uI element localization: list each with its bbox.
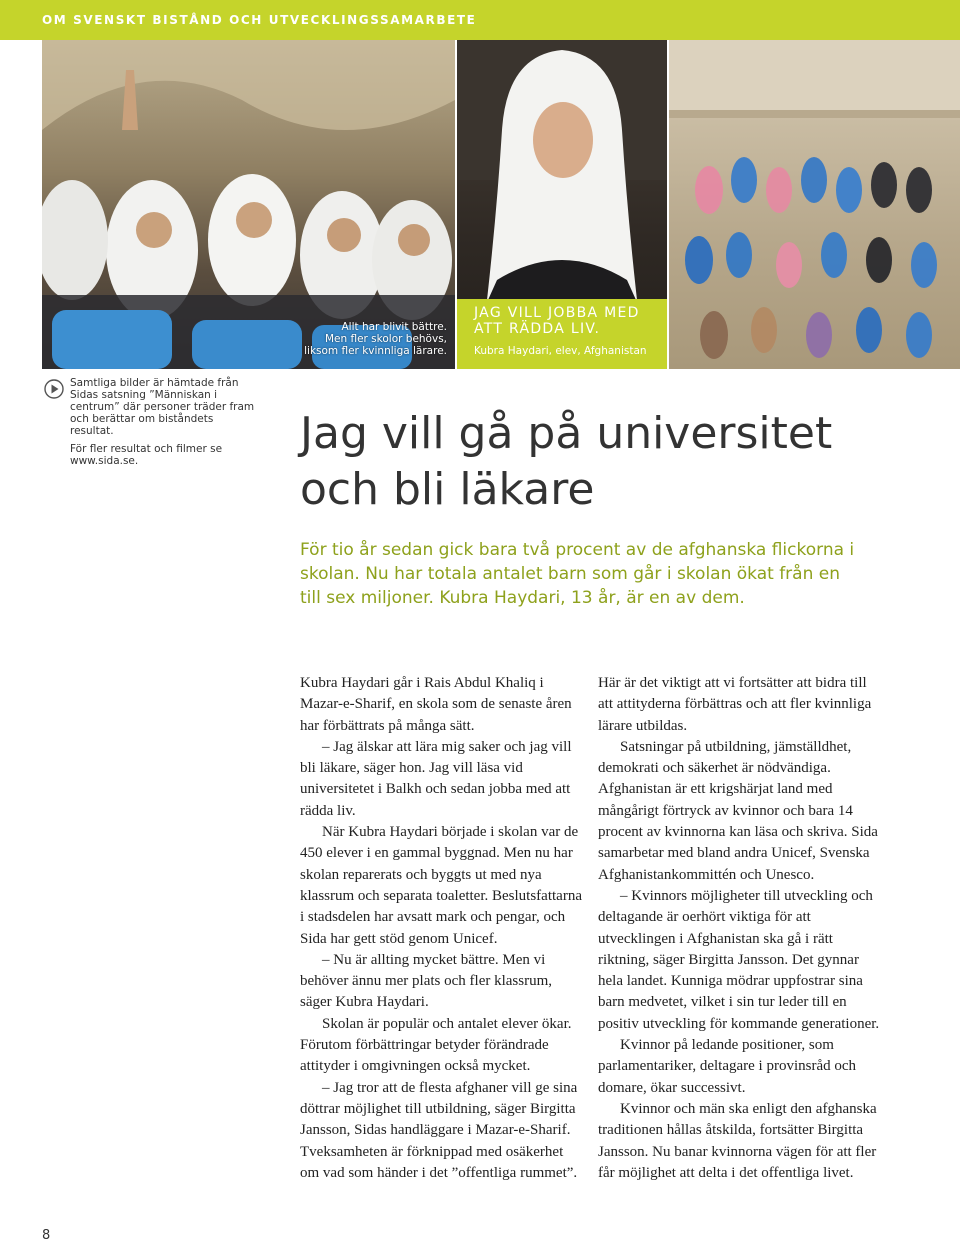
article-paragraph: – Nu är allting mycket bättre. Men vi behöver ännu mer plats och fler klassrum, säger Kubra Haydari.: [300, 951, 553, 1011]
photo-caption-line: Men fler skolor behövs,: [324, 333, 447, 345]
sidebar-note: [70, 377, 255, 467]
article-paragraph: Skolan är populär och antalet elever ökar. Förutom förbättringar betyder förändrade attityder i omgivningen också mycket.: [300, 1015, 572, 1075]
article-paragraph: – Jag älskar att lära mig saker och jag vill bli läkare, säger hon. Jag vill läsa vid universitetet i Balkh och sedan jobba med att rädda liv.: [300, 738, 572, 819]
play-icon: [44, 379, 64, 399]
photo-sandals: [669, 40, 960, 369]
page-number: 8: [42, 1228, 51, 1243]
article-paragraph: Kvinnor på ledande positioner, som parlamentariker, deltagare i provinsråd och domare, ökar successivt.: [598, 1037, 857, 1096]
photo-caption-line: Allt har blivit bättre.: [341, 321, 447, 333]
article-paragraph: Satsningar på utbildning, jämställdhet, demokrati och säkerhet är nödvändiga. Afghanistan är ett krigshärjat land med mångårigt förtryck av kvinnor och bara 14 procent av kvinnorna kan läsa och skriva. Sida samarbetar med bland andra Unicef, Svenska Afghanistankommittén och Unesco.: [598, 738, 878, 883]
sidebar-note-text: Samtliga bilder är hämtade från Sidas satsning ”Människan i centrum” där personer träder fram och berättar om biståndets resultat.: [70, 377, 255, 437]
sidebar-link-text: För fler resultat och filmer se www.sida.se.: [70, 443, 223, 467]
photo-classroom: [42, 40, 455, 369]
article-headline: Jag vill gå på universitet och bli läkare: [300, 408, 833, 515]
section-title: OM SVENSKT BISTÅND OCH UTVECKLINGSSAMARBETE: [42, 13, 477, 27]
article-paragraph: – Kvinnors möjligheter till utveckling och deltagande är oerhört viktiga för att utvecklingen i Afghanistan ska gå i rätt riktning, säger Birgitta Jansson. Det gynnar hela landet. Kunniga mödrar uppfostrar sina barn medvetet, vilket i sin tur leder till en positiv utveckling för kommande generationer.: [598, 887, 880, 1032]
photo-caption: [304, 321, 447, 357]
photo-classroom-image: [42, 40, 455, 369]
article-paragraph: Här är det viktigt att vi fortsätter att bidra till att attityderna förbättras och att fler kvinnliga lärare utbildas.: [598, 675, 872, 734]
article-column-1: [300, 673, 586, 1184]
quote-box: [457, 299, 667, 369]
article-lead: För tio år sedan gick bara två procent av de afghanska flickorna i skolan. Nu har totala antalet barn som går i skolan ökat från en till sex miljoner. Kubra Haydari, 13 år, är en av dem.: [300, 540, 855, 608]
section-header-bar: [0, 0, 960, 40]
article-paragraph: Kubra Haydari går i Rais Abdul Khaliq i Mazar-e-Sharif, en skola som de senaste åren har förbättrats på många sätt.: [300, 675, 572, 734]
photo-caption-line: liksom fler kvinnliga lärare.: [304, 345, 447, 357]
quote-title: JAG VILL JOBBA MED ATT RÄDDA LIV.: [474, 305, 640, 337]
article-column-2: [598, 673, 884, 1184]
quote-attribution: Kubra Haydari, elev, Afghanistan: [474, 345, 647, 357]
article-paragraph: – Jag tror att de flesta afghaner vill ge sina döttrar möjlighet till utbildning, säger Birgitta Jansson, Sidas handläggare i Mazar-e-Sharif. Tveksamheten är förknippad med osäkerhet om vad som händer i det ”offentliga rummet”.: [300, 1079, 578, 1181]
photo-sandals-image: [669, 40, 960, 369]
article-paragraph: Kvinnor och män ska enligt den afghanska traditionen hållas åtskilda, fortsätter Birgitta Jansson. Nu banar kvinnorna vägen för att fler får möjlighet att delta i det offentliga livet.: [598, 1100, 877, 1181]
photo-portrait: [457, 40, 667, 369]
article-paragraph: När Kubra Haydari började i skolan var de 450 elever i en gammal byggnad. Men nu har skolan reparerats och byggts ut med nya klassrum och separata toaletter. Beslutsfattarna i stadsdelen har avsatt mark och pengar, och Sida har gett stöd genom Unicef.: [300, 824, 582, 947]
